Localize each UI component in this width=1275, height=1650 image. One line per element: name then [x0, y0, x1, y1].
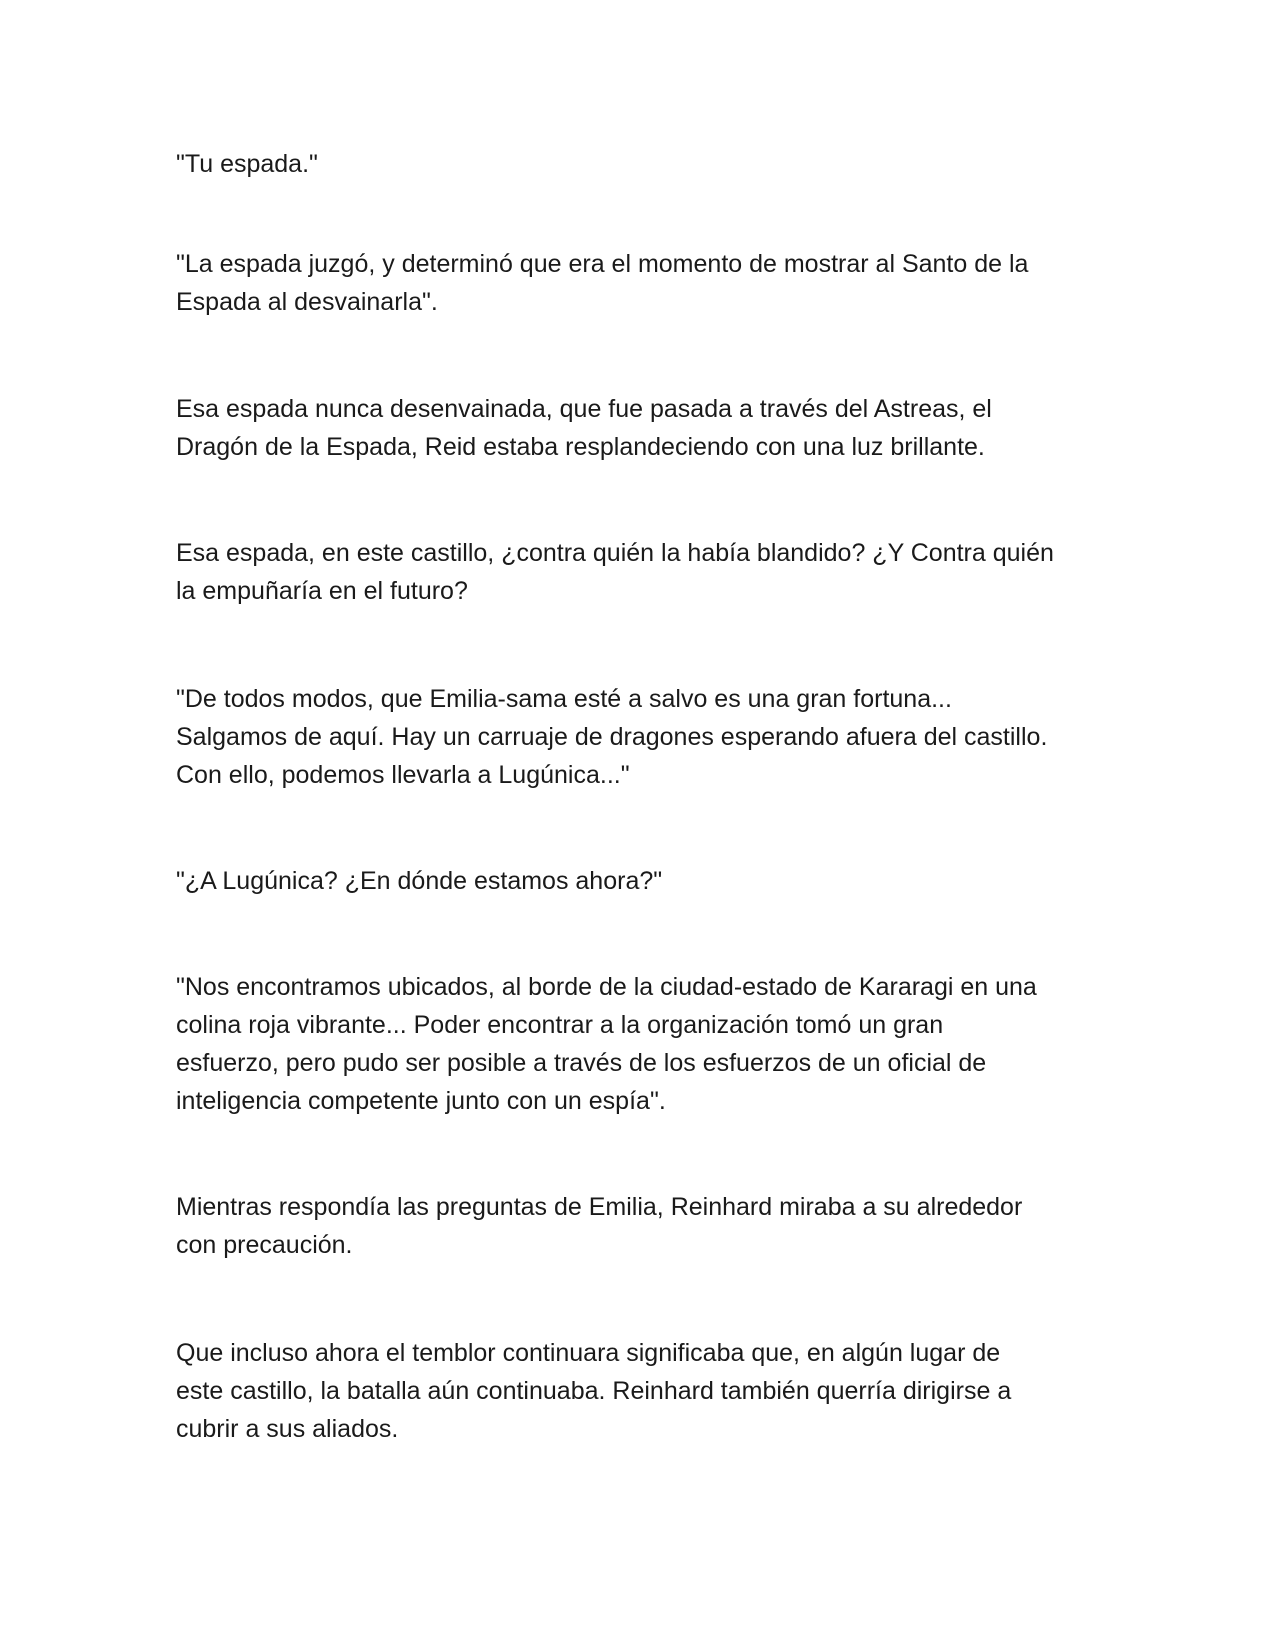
text-line: "Tu espada.": [176, 150, 318, 178]
paragraph-6: [176, 862, 1116, 900]
paragraph-9: [176, 1334, 1116, 1448]
paragraph-7: [176, 968, 1116, 1120]
text-line: Esa espada, en este castillo, ¿contra quién la había blandido? ¿Y Contra quién: [176, 539, 1054, 567]
paragraph-5: [176, 680, 1116, 794]
text-line: colina roja vibrante... Poder encontrar a la organización tomó un gran: [176, 1011, 944, 1039]
text-line: cubrir a sus aliados.: [176, 1415, 399, 1443]
paragraph-1: [176, 145, 1116, 183]
text-line: Dragón de la Espada, Reid estaba resplandeciendo con una luz brillante.: [176, 433, 985, 461]
text-line: "De todos modos, que Emilia-sama esté a salvo es una gran fortuna...: [176, 685, 952, 713]
text-line: Esa espada nunca desenvainada, que fue pasada a través del Astreas, el: [176, 395, 992, 423]
text-line: inteligencia competente junto con un espía".: [176, 1087, 666, 1115]
text-line: "Nos encontramos ubicados, al borde de la ciudad-estado de Kararagi en una: [176, 973, 1037, 1001]
paragraph-2: [176, 245, 1116, 321]
text-line: Espada al desvainarla".: [176, 288, 438, 316]
paragraph-3: [176, 390, 1116, 466]
paragraph-8: [176, 1188, 1116, 1264]
text-line: "La espada juzgó, y determinó que era el momento de mostrar al Santo de la: [176, 250, 1029, 278]
paragraph-4: [176, 534, 1116, 610]
text-line: Con ello, podemos llevarla a Lugúnica...": [176, 761, 630, 789]
text-line: Que incluso ahora el temblor continuara significaba que, en algún lugar de: [176, 1339, 1001, 1367]
text-line: esfuerzo, pero pudo ser posible a través de los esfuerzos de un oficial de: [176, 1049, 987, 1077]
text-line: este castillo, la batalla aún continuaba. Reinhard también querría dirigirse a: [176, 1377, 1012, 1405]
text-line: con precaución.: [176, 1231, 353, 1259]
text-line: Salgamos de aquí. Hay un carruaje de dragones esperando afuera del castillo.: [176, 723, 1048, 751]
text-line: Mientras respondía las preguntas de Emilia, Reinhard miraba a su alrededor: [176, 1193, 1023, 1221]
text-line: la empuñaría en el futuro?: [176, 577, 468, 605]
text-line: "¿A Lugúnica? ¿En dónde estamos ahora?": [176, 867, 663, 895]
